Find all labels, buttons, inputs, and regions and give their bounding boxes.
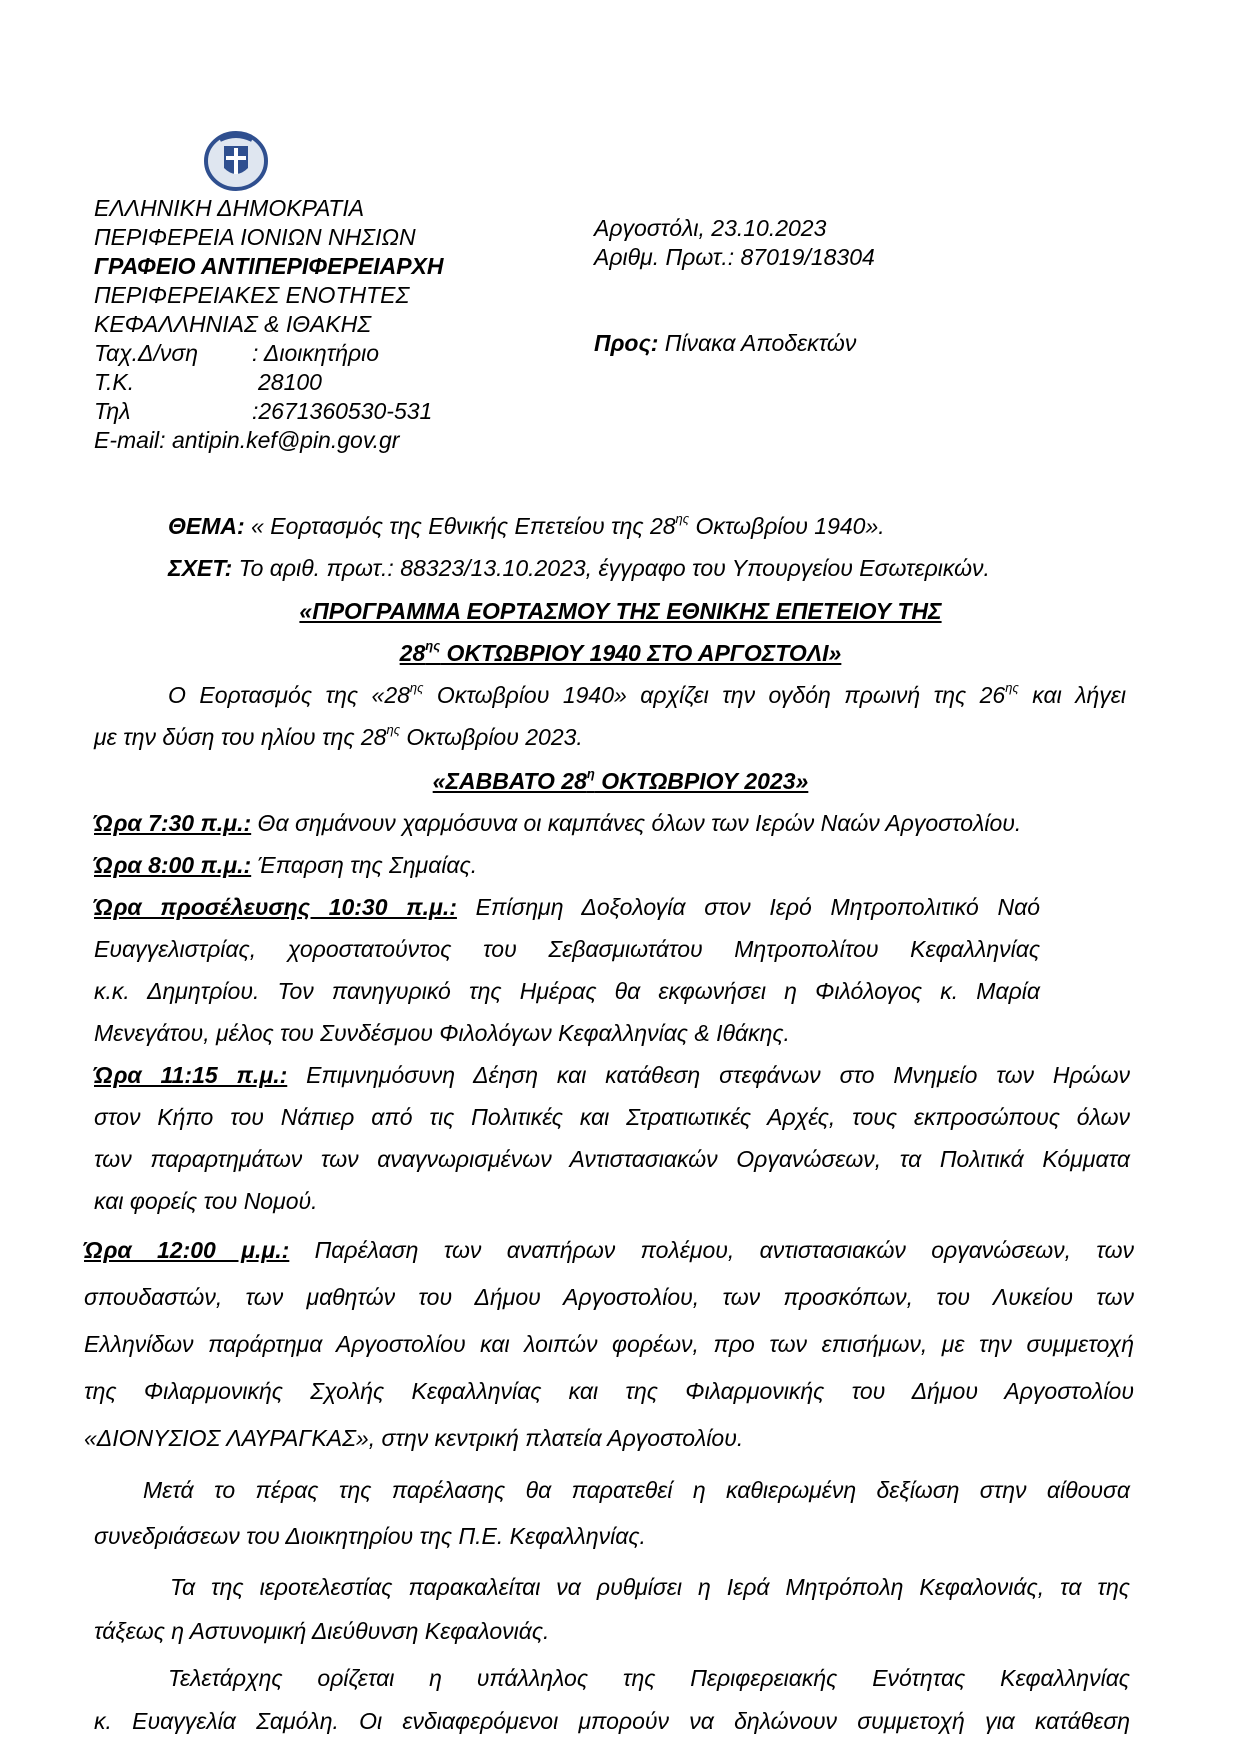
to-value: Πίνακα Αποδεκτών <box>658 330 857 356</box>
sender-line-4: ΠΕΡΙΦΕΡΕΙΑΚΕΣ ΕΝΟΤΗΤΕΣ <box>94 282 410 308</box>
schedule-item-4-line-4: και φορείς του Νομού. <box>94 1188 318 1214</box>
schedule-text-2: Έπαρση της Σημαίας. <box>251 852 478 878</box>
schedule-item-3-line-1 <box>94 894 1040 921</box>
intro-c: και λήγει <box>1018 682 1126 708</box>
schedule-item-5-line-5: «ΔΙΟΝΥΣΙΟΣ ΛΑΥΡΑΓΚΑΣ», στην κεντρική πλατεία Αργοστολίου. <box>84 1425 744 1451</box>
schedule-item-2 <box>94 852 477 879</box>
closing-p1-line-2: συνεδριάσεων του Διοικητηρίου της Π.Ε. Κεφαλληνίας. <box>94 1523 646 1549</box>
schedule-item-4-line-3: των παραρτημάτων των αναγνωρισμένων Αντιστασιακών Οργανώσεων, τα Πολιτικά Κόμματα <box>94 1146 1130 1172</box>
closing-p2-line-2: τάξεως η Αστυνομική Διεύθυνση Κεφαλονιάς. <box>94 1618 550 1644</box>
sender-line-2: ΠΕΡΙΦΕΡΕΙΑ ΙΟΝΙΩΝ ΝΗΣΙΩΝ <box>94 224 416 250</box>
program-title-sup: ης <box>425 638 441 654</box>
tk-label: Τ.Κ. <box>94 369 135 395</box>
program-title-line-2 <box>0 640 1241 667</box>
subject-text-b: Οκτωβρίου 1940». <box>689 513 885 539</box>
reference-text: Το αριθ. πρωτ.: 88323/13.10.2023, έγγραφο του Υπουργείου Εσωτερικών. <box>232 555 990 581</box>
date-line: Αργοστόλι, 23.10.2023 <box>594 215 827 241</box>
schedule-item-5-line-3: Ελληνίδων παράρτημα Αργοστολίου και λοιπών φορέων, προ των επισήμων, με την συμμετοχή <box>84 1331 1134 1357</box>
sender-line-1: ΕΛΛΗΝΙΚΗ ΔΗΜΟΚΡΑΤΙΑ <box>94 195 365 221</box>
schedule-item-4-line-1 <box>94 1062 1130 1089</box>
recipient-line <box>594 330 856 357</box>
protocol-line: Αριθμ. Πρωτ.: 87019/18304 <box>594 244 875 270</box>
sender-line-5: ΚΕΦΑΛΛΗΝΙΑΣ & ΙΘΑΚΗΣ <box>94 311 372 337</box>
schedule-item-5-line-4: της Φιλαρμονικής Σχολής Κεφαλληνίας και της Φιλαρμονικής του Δήμου Αργοστολίου <box>84 1378 1134 1404</box>
coat-of-arms-icon <box>200 128 272 192</box>
phone-label: Τηλ <box>94 398 131 424</box>
schedule-text-4a: Επιμνημόσυνη Δέηση και κατάθεση στεφάνων στο Μνημείο των Ηρώων <box>287 1062 1130 1088</box>
schedule-item-3-line-4: Μενεγάτου, μέλος του Συνδέσμου Φιλολόγων Κεφαλληνίας & Ιθάκης. <box>94 1020 790 1046</box>
intro-d: με την δύση του ηλίου της 28 <box>94 724 387 750</box>
sender-office: ΓΡΑΦΕΙΟ ΑΝΤΙΠΕΡΙΦΕΡΕΙΑΡΧΗ <box>94 253 444 279</box>
schedule-time-5: Ώρα 12:00 μ.μ.: <box>84 1237 290 1263</box>
schedule-item-5-line-1 <box>84 1237 1134 1264</box>
schedule-item-3-line-2: Ευαγγελιστρίας, χοροστατούντος του Σεβασμιωτάτου Μητροπολίτου Κεφαλληνίας <box>94 936 1040 962</box>
reference-label: ΣΧΕΤ: <box>168 555 233 581</box>
day-title-b: ΟΚΤΩΒΡΙΟΥ 2023» <box>594 768 809 794</box>
schedule-item-4-line-2: στον Κήπο του Νάπιερ από τις Πολιτικές και Στρατιωτικές Αρχές, τους εκπροσώπους όλων <box>94 1104 1130 1130</box>
email-line: E-mail: antipin.kef@pin.gov.gr <box>94 427 400 453</box>
intro-a: Ο Εορτασμός της «28 <box>168 682 410 708</box>
day-title <box>0 768 1241 795</box>
intro-sup-1: ης <box>409 680 424 696</box>
tk-value: 28100 <box>258 369 322 395</box>
schedule-time-1: Ώρα 7:30 π.μ.: <box>94 810 252 836</box>
schedule-text-3a: Επίσημη Δοξολογία στον Ιερό Μητροπολιτικό Ναό <box>456 894 1040 920</box>
intro-line-1 <box>168 682 1126 709</box>
closing-p1-line-1: Μετά το πέρας της παρέλασης θα παρατεθεί η καθιερωμένη δεξίωση στην αίθουσα <box>143 1477 1130 1503</box>
program-title-line-1: «ΠΡΟΓΡΑΜΜΑ ΕΟΡΤΑΣΜΟΥ ΤΗΣ ΕΘΝΙΚΗΣ ΕΠΕΤΕΙΟΥ ΤΗΣ <box>299 598 942 624</box>
address-label: Ταχ.Δ/νση <box>94 340 198 366</box>
subject-line <box>168 513 885 540</box>
reference-line <box>168 555 990 582</box>
subject-text-a: « Εορτασμός της Εθνικής Επετείου της 28 <box>244 513 676 539</box>
day-title-sup: η <box>586 766 595 782</box>
program-title-rest: ΟΚΤΩΒΡΙΟΥ 1940 ΣΤΟ ΑΡΓΟΣΤΟΛΙ» <box>440 640 842 666</box>
schedule-time-4: Ώρα 11:15 π.μ.: <box>94 1062 288 1088</box>
intro-sup-3: ης <box>386 722 401 738</box>
closing-p3-line-2: κ. Ευαγγελία Σαμόλη. Οι ενδιαφερόμενοι μπορούν να δηλώνουν συμμετοχή για κατάθεση <box>94 1708 1130 1734</box>
phone-value: :2671360530-531 <box>252 398 433 424</box>
day-title-a: «ΣΑΒΒΑΤΟ 28 <box>432 768 587 794</box>
intro-sup-2: ης <box>1005 680 1019 696</box>
schedule-item-5-line-2: σπουδαστών, των μαθητών του Δήμου Αργοστολίου, των προσκόπων, του Λυκείου των <box>84 1284 1134 1310</box>
schedule-time-3: Ώρα προσέλευσης 10:30 π.μ.: <box>94 894 457 920</box>
intro-line-2 <box>94 724 583 751</box>
closing-p3-line-1: Τελετάρχης ορίζεται η υπάλληλος της Περιφερειακής Ενότητας Κεφαλληνίας <box>168 1665 1130 1691</box>
subject-sup: ης <box>675 511 690 527</box>
program-title-28: 28 <box>399 640 426 666</box>
schedule-text-5a: Παρέλαση των αναπήρων πολέμου, αντιστασιακών οργανώσεων, των <box>289 1237 1135 1263</box>
closing-p2-line-1: Τα της ιεροτελεστίας παρακαλείται να ρυθμίσει η Ιερά Μητρόπολη Κεφαλονιάς, τα της <box>170 1574 1130 1600</box>
intro-b: Οκτωβρίου 1940» αρχίζει την ογδόη πρωινή της 26 <box>423 682 1006 708</box>
schedule-time-2: Ώρα 8:00 π.μ.: <box>94 852 252 878</box>
schedule-text-1: Θα σημάνουν χαρμόσυνα οι καμπάνες όλων των Ιερών Ναών Αργοστολίου. <box>251 810 1022 836</box>
schedule-item-1 <box>94 810 1021 837</box>
intro-e: Οκτωβρίου 2023. <box>400 724 583 750</box>
to-label: Προς: <box>594 330 659 356</box>
subject-label: ΘΕΜΑ: <box>168 513 245 539</box>
schedule-item-3-line-3: κ.κ. Δημητρίου. Τον πανηγυρικό της Ημέρας θα εκφωνήσει η Φιλόλογος κ. Μαρία <box>94 978 1040 1004</box>
address-value: : Διοικητήριο <box>252 340 380 366</box>
